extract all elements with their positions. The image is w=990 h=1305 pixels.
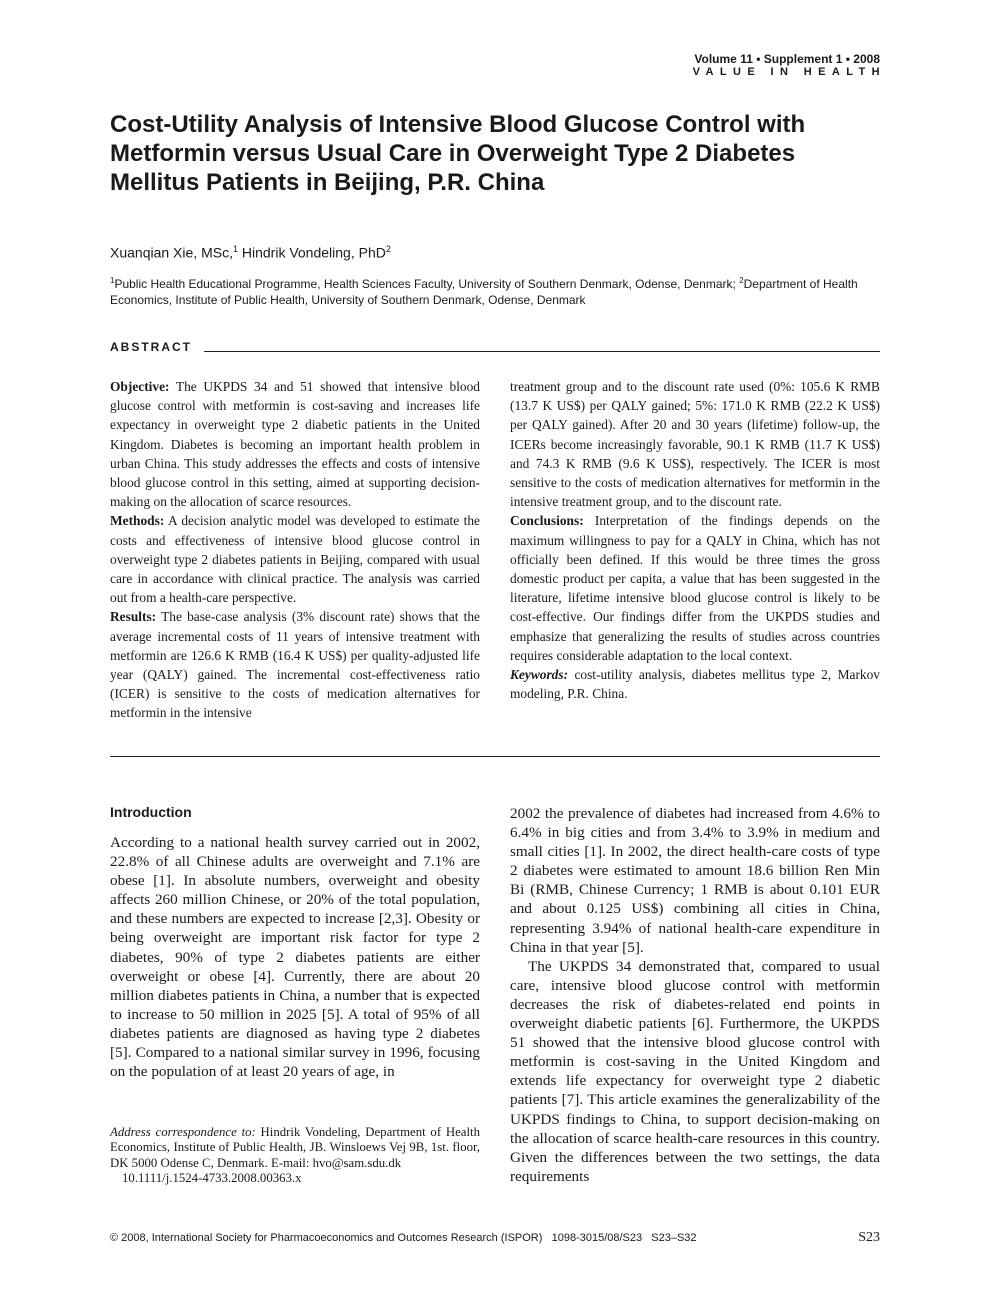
- objective-text: The UKPDS 34 and 51 showed that intensive blood glucose control with metformin is cost-saving and increases life expectancy in overweight type 2 diabetic patients in the United Kingdom. Diabetes is becoming an important health problem in urban China. This study addresses the effects and costs of intensive blood glucose control in this setting, aimed at supporting decision-making on the allocation of scarce resources.: [110, 379, 480, 510]
- abstract-objective: [110, 377, 480, 511]
- abstract-right-column: [510, 377, 880, 703]
- correspondence: [110, 1125, 480, 1187]
- article-title: Cost-Utility Analysis of Intensive Blood Glucose Control with Metformin versus Usual Care in Overweight Type 2 Diabetes Mellitus Patients in Beijing, P.R. China: [110, 111, 806, 196]
- doi: 10.1111/j.1524-4733.2008.00363.x: [122, 1171, 302, 1186]
- author-2-affil: 2: [385, 244, 391, 254]
- abstract-keywords: [510, 665, 880, 703]
- affil-2-marker: 2: [739, 276, 744, 285]
- author-1: Xuanqian Xie, MSc,: [110, 244, 233, 261]
- affil-2: Department of Health Economics, Institute of Public Health, University of Southern Denmark, Odense, Denmark: [110, 277, 858, 307]
- keywords-text: cost-utility analysis, diabetes mellitus type 2, Markov modeling, P.R. China.: [510, 667, 880, 702]
- intro-paragraph-1: According to a national health survey carried out in 2002, 22.8% of all Chinese adults are overweight and 7.1% are obese [1]. In absolute numbers, overweight and obesity affects 260 million Chinese, or 20% of the total population, and these numbers are expected to increase [2,3]. Obesity or being overweight are important risk factor for type 2 diabetes, 90% of type 2 diabetes patients are either overweight or obese [4]. Currently, there are about 20 million diabetes patients in China, a number that is expected to increase to 50 million in 2025 [5]. A total of 95% of all diabetes patients are diagnosed as having type 2 diabetes [5]. Compared to a national similar survey in 1996, focusing on the population of at least 20 years of age, in: [110, 834, 480, 1081]
- author-1-affil: 1: [232, 244, 238, 254]
- section-rule: [110, 756, 880, 757]
- intro-paragraph-2: 2002 the prevalence of diabetes had increased from 4.6% to 6.4% in big cities and from 3.4% to 3.9% in medium and small cities [1]. In 2002, the direct health-care costs of type 2 diabetes were estimated to amount 18.6 billion Ren Min Bi (RMB, Chinese Currency; 1 RMB is about 0.101 EUR and about 0.125 US$) combining all cities in China, representing 3.94% of national health-care expenditure in China in that year [5].: [510, 805, 880, 956]
- keywords-label: Keywords:: [510, 667, 569, 683]
- results-text: The base-case analysis (3% discount rate) shows that the average incremental costs of 11 years of intensive treatment with metformin are 126.6 K RMB (16.4 K US$) per quality-adjusted life year (QALY) gained. The incremental cost-effectiveness ratio (ICER) is sensitive to the costs of medication alternatives for metformin in the intensive: [110, 609, 480, 721]
- affil-1-marker: 1: [110, 276, 115, 285]
- affiliations: [110, 273, 885, 308]
- abstract-left-column: [110, 377, 480, 723]
- conclusions-text: Interpretation of the findings depends on the maximum willingness to pay for a QALY in China, which has not officially been defined. If this would be three times the gross domestic product per capita, a value that has been suggested in the literature, lifetime intensive blood glucose control is likely to be cost-effective. Our findings differ from the UKPDS studies and emphasize that generalizing the results of studies across countries requires considerable adaptation to the local context.: [510, 513, 880, 663]
- results-label: Results:: [110, 609, 157, 625]
- objective-label: Objective:: [110, 379, 170, 394]
- abstract-conclusions: [510, 511, 880, 665]
- correspondence-text: Hindrik Vondeling, Department of Health Economics, Institute of Public Health, JB. Winsloews Vej 9B, 1st. floor, DK 5000 Odense C, Denmark. E-mail: hvo@sam.sdu.dk: [110, 1125, 480, 1170]
- affil-1: Public Health Educational Programme, Health Sciences Faculty, University of Southern Denmark, Odense, Denmark;: [114, 277, 740, 291]
- abstract-rule: [204, 351, 880, 352]
- body-left-column: [110, 833, 480, 1081]
- journal-name: VALUE IN HEALTH: [692, 66, 886, 78]
- intro-paragraph-3: The UKPDS 34 demonstrated that, compared to usual care, intensive blood glucose control with metformin decreases the risk of diabetes-related end points in overweight diabetic patients [6]. Furthermore, the UKPDS 51 showed that the intensive blood glucose control with metformin is cost-saving in the United Kingdom and extends life expectancy for overweight type 2 diabetic patients [7]. This article examines the generalizability of the UKPDS findings to China, to support decision-making on the allocation of scarce health-care resources in this country. Given the differences between the two settings, the data requirements: [510, 957, 880, 1185]
- correspondence-label: Address correspondence to:: [110, 1125, 256, 1139]
- page-number: S23: [858, 1230, 880, 1245]
- abstract-results: [110, 607, 480, 722]
- methods-text: A decision analytic model was developed to estimate the costs and effectiveness of intensive blood glucose control in overweight type 2 diabetes patients in Beijing, compared with usual care in accordance with clinical practice. The analysis was carried out from a health-care perspective.: [110, 513, 480, 606]
- abstract-results-cont: treatment group and to the discount rate used (0%: 105.6 K RMB (13.7 K US$) per QALY gained; 5%: 171.0 K RMB (22.2 K US$) per QALY gained). After 20 and 30 years (lifetime) follow-up, the ICERs become increasingly favorable, 90.1 K RMB (11.7 K US$) and 74.3 K RMB (9.6 K US$), respectively. The ICER is most sensitive to the costs of medication alternatives for metformin in the intensive treatment group, and to the discount rate.: [510, 379, 880, 510]
- authors: [110, 244, 391, 261]
- methods-label: Methods:: [110, 513, 165, 529]
- volume-line: Volume 11 • Supplement 1 • 2008: [694, 52, 880, 66]
- conclusions-label: Conclusions:: [510, 513, 584, 529]
- abstract-heading: ABSTRACT: [110, 340, 192, 354]
- author-2: Hindrik Vondeling, PhD: [237, 244, 386, 261]
- intro-heading: Introduction: [110, 804, 192, 820]
- body-right-column: [510, 804, 880, 1186]
- correspondence-address: [110, 1125, 480, 1171]
- abstract-methods: [110, 511, 480, 607]
- footer-copyright: © 2008, International Society for Pharmacoeconomics and Outcomes Research (ISPOR) 1098-3015/08/S23 S23–S32: [110, 1232, 697, 1244]
